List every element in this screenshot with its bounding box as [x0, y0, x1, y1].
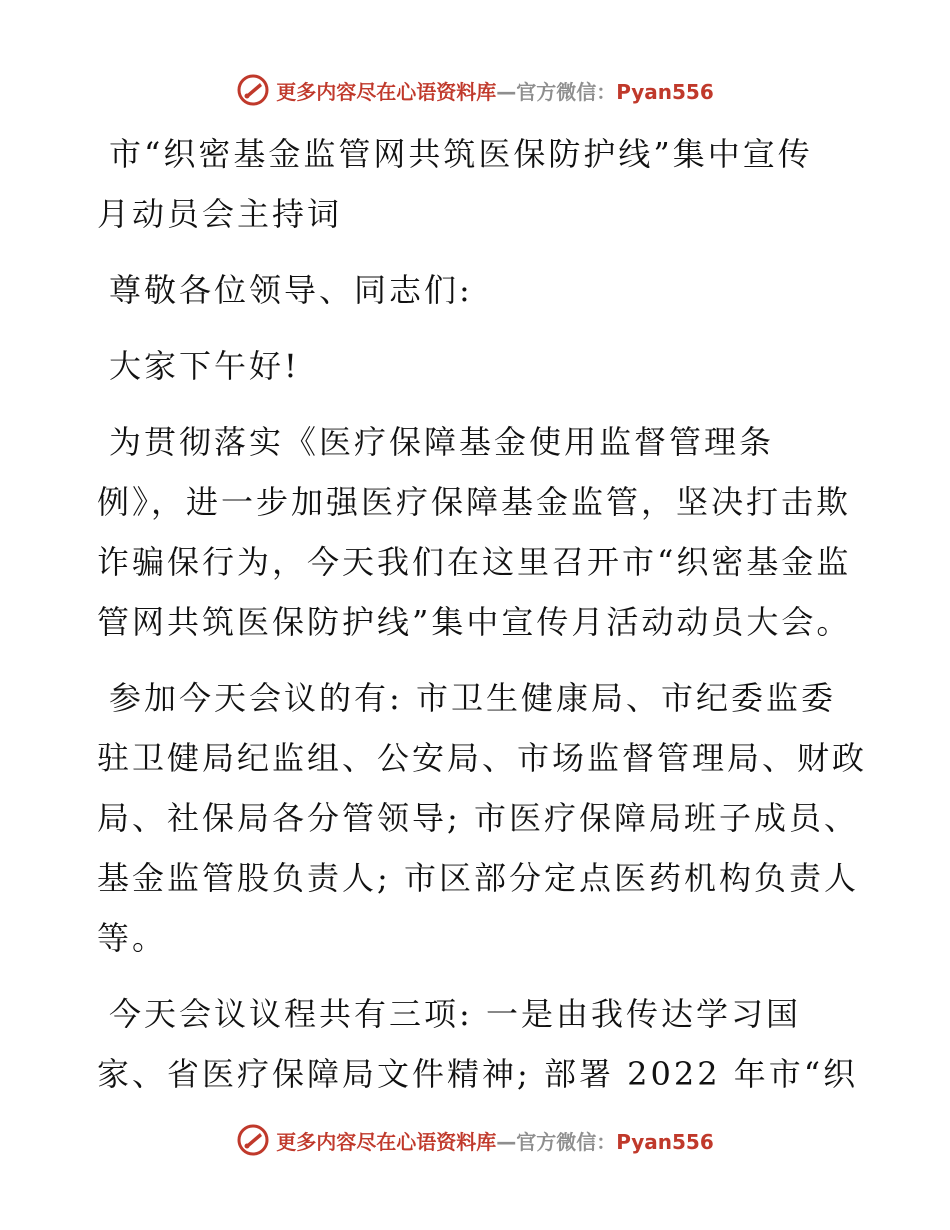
- doc-title-line-2: 月动员会主持词: [97, 195, 343, 233]
- para1-line: 诈骗保行为，今天我们在这里召开市“织密基金监: [97, 543, 852, 581]
- greeting: 大家下午好!: [109, 347, 300, 385]
- para1-line: 为贯彻落实《医疗保障基金使用监督管理条: [109, 423, 775, 461]
- para2-line: 基金监管股负责人; 市区部分定点医药机构负责人: [97, 859, 859, 897]
- banner-text: 更多内容尽在心语资料库—官方微信：Pyan556: [276, 79, 714, 104]
- para2-line: 驻卫健局纪监组、公安局、市场监督管理局、财政: [97, 739, 868, 777]
- salutation: 尊敬各位领导、同志们:: [109, 271, 473, 309]
- para1-line: 管网共筑医保防护线”集中宣传月活动动员大会。: [97, 603, 852, 641]
- document-body: [97, 124, 868, 1104]
- footer-banner: [0, 1120, 950, 1160]
- para2-line: 等。: [97, 919, 168, 957]
- header-banner: [0, 70, 950, 110]
- para2-line: 局、社保局各分管领导; 市医疗保障局班子成员、: [97, 799, 859, 837]
- logo-icon: [236, 73, 270, 107]
- doc-title-line-1: 市“织密基金监管网共筑医保防护线”集中宣传: [109, 135, 813, 173]
- banner-text: 更多内容尽在心语资料库—官方微信：Pyan556: [276, 1129, 714, 1154]
- para3-line: 今天会议议程共有三项: 一是由我传达学习国: [109, 995, 801, 1033]
- para1-line: 例》，进一步加强医疗保障基金监管，坚决打击欺: [97, 483, 852, 521]
- logo-icon: [236, 1123, 270, 1157]
- para3-line: 家、省医疗保障局文件精神; 部署 2022 年市“织: [97, 1055, 859, 1093]
- para2-line: 参加今天会议的有: 市卫生健康局、市纪委监委: [109, 679, 836, 717]
